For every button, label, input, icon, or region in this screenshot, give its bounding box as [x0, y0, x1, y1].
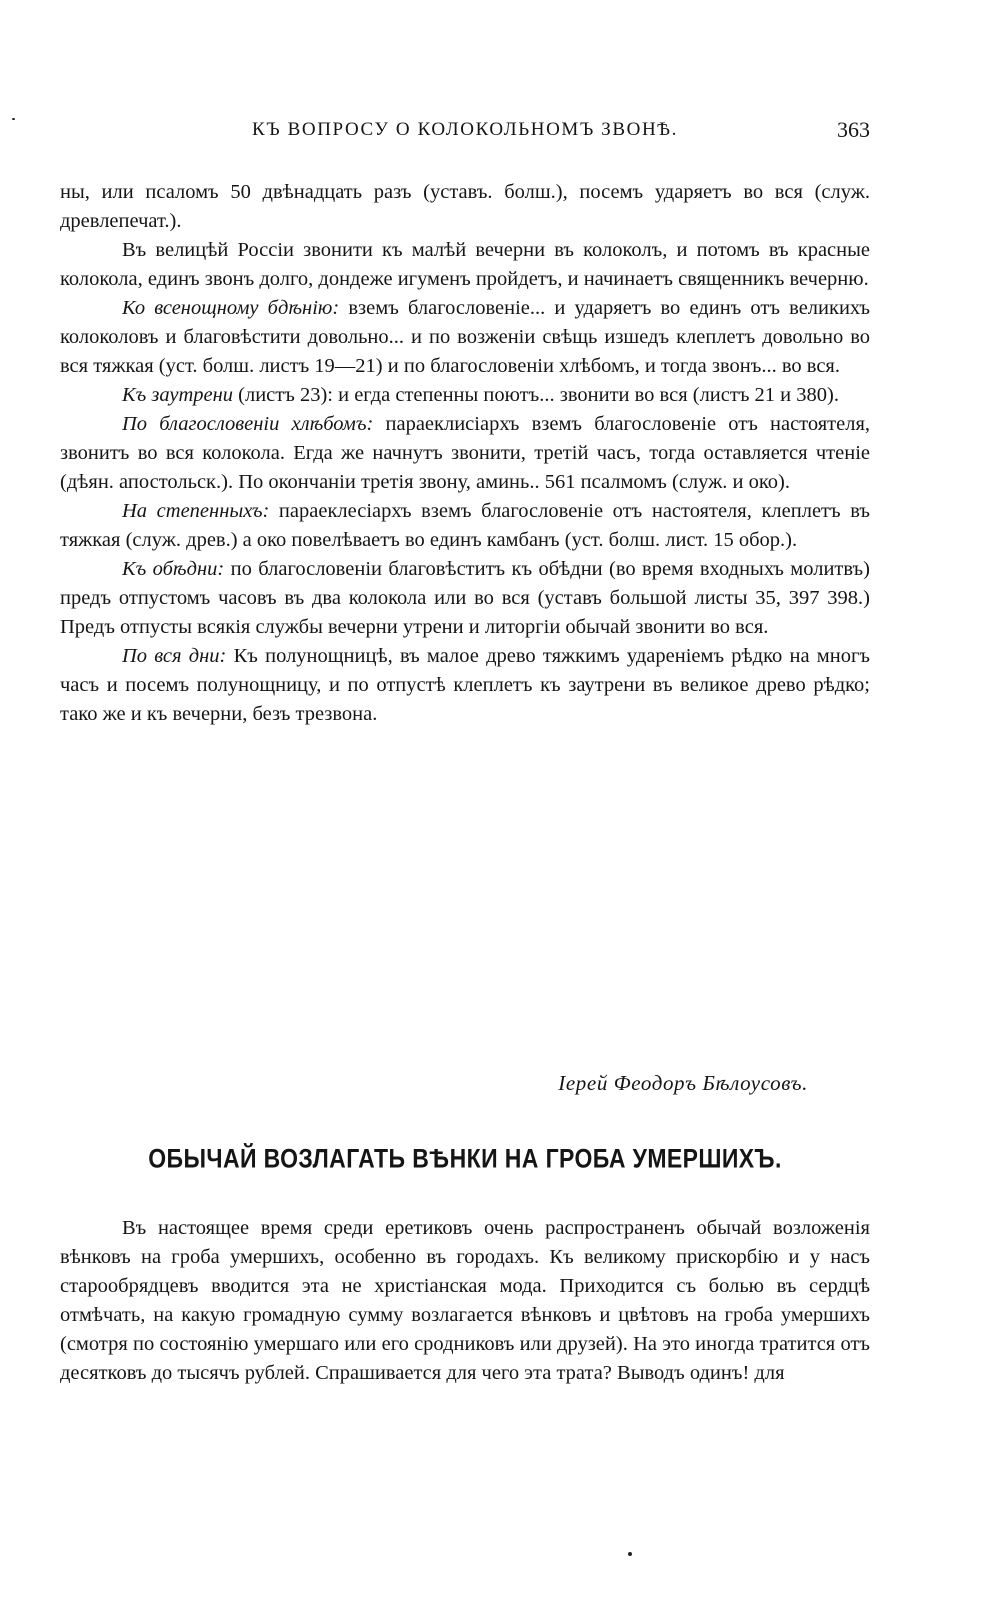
author-signature: Iерей Феодоръ Бѣлоусовъ. — [558, 1071, 808, 1095]
paragraph-lead: По благословеніи хлѣбомъ: — [122, 413, 374, 435]
paragraph-blessing-bread — [60, 410, 870, 497]
section-body — [60, 1214, 870, 1388]
paragraph-text: параеклесіархъ вземъ благословеніе отъ настоятеля, клеплетъ въ тяжкая (служ. древ.) а око повелѣваетъ во единъ камбанъ (уст. болш. лист. 15 обор.). — [60, 500, 870, 551]
page-number: 363 — [837, 117, 870, 142]
paragraph-text: по благословеніи благовѣститъ къ обѣдни (во время входныхъ молитвъ) предъ отпустомъ часовъ въ два колокола или во вся (уставъ большой листы 35, 397 398.) Предъ отпусты всякія службы вечерни утрени и литоргіи обычай звонити во вся. — [60, 558, 870, 638]
paragraph-continuation — [60, 178, 870, 236]
paragraph-text: ны, или псаломъ 50 двѣнадцать разъ (уставъ. болш.), посемъ ударяетъ во вся (служ. древлепечат.). — [60, 181, 870, 232]
paragraph-text: Къ полунощницѣ, въ малое древо тяжкимъ ударенiемъ рѣдко на многъ часъ и посемъ полунощницу, и по отпустѣ клеплетъ къ заутрени въ великое древо рѣдко; тако же и къ вечерни, безъ трезвона. — [60, 645, 870, 725]
print-speck — [12, 118, 15, 120]
paragraph-lead: По вся дни: — [122, 645, 227, 667]
paragraph-great-russia — [60, 236, 870, 294]
section-paragraph: Въ настоящее время среди еретиковъ очень распространенъ обычай возложенія вѣнковъ на гроба умершихъ, особенно въ городахъ. Къ великому прискорбію и у насъ старообрядцевъ вводится эта не христіанская мода. Приходится съ болью въ сердцѣ отмѣчать, на какую громадную сумму возлагается вѣнковъ и цвѣтовъ на гроба умершихъ (смотря по состоянію умершаго или его сродниковъ или друзей). На это иногда тратится отъ десятковъ до тысячъ рублей. Спрашивается для чего эта трата? Выводъ одинъ! для — [60, 1217, 870, 1384]
paragraph-text: (листъ 23): и егда степенны поютъ... звонити во вся (листъ 21 и 380). — [233, 384, 839, 406]
paragraph-every-day — [60, 642, 870, 729]
paragraph-lead: Къ заутрени — [122, 384, 234, 406]
running-title: КЪ ВОПРОСУ О КОЛОКОЛЬНОМЪ ЗВОНѢ. — [252, 119, 678, 140]
print-speck — [628, 1552, 632, 1556]
paragraph-graduals — [60, 497, 870, 555]
running-header — [60, 115, 870, 145]
paragraph-text: параеклисіархъ вземъ благословеніе отъ настоятеля, звонитъ во вся колокола. Егда же начнутъ звонити, третій часъ, тогда оставляется чтеніе (дѣян. апостольск.). По окончаніи третія звону, аминь.. 561 псалмомъ (служ. и око). — [60, 413, 870, 493]
article-body — [60, 178, 870, 729]
paragraph-liturgy — [60, 555, 870, 642]
paragraph-lead: На степенныхъ: — [122, 500, 270, 522]
paragraph-vigil — [60, 294, 870, 381]
section-title: ОБЫЧАЙ ВОЗЛАГАТЬ ВѢНКИ НА ГРОБА УМЕРШИХЪ. — [148, 1142, 782, 1174]
paragraph-text: Въ велицѣй Россіи звонити къ малѣй вечерни въ колоколъ, и потомъ въ красные колокола, единъ звонъ долго, дондеже игуменъ пройдетъ, и начинаетъ священникъ вечерню. — [60, 239, 870, 290]
paragraph-matins — [60, 381, 870, 410]
paragraph-lead: Ко всенощному бдѣнію: — [122, 297, 340, 319]
paragraph-text: вземъ благословеніе... и ударяетъ во единъ отъ великихъ колоколовъ и благовѣстити довольно... и по возженіи свѣщь изшедъ клеплетъ довольно во вся тяжкая (уст. болш. листъ 19—21) и по благословеніи хлѣбомъ, и тогда звонъ... во вся. — [60, 297, 870, 377]
paragraph-lead: Къ обѣдни: — [122, 558, 225, 580]
